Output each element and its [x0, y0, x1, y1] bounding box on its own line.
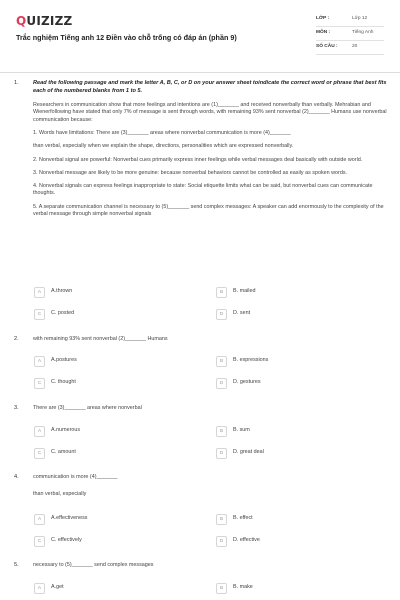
option-d[interactable]	[216, 308, 250, 320]
question-body	[33, 562, 390, 569]
logo-rest: UIZIZZ	[26, 14, 73, 28]
option-letter-box: D	[216, 448, 227, 459]
option-a[interactable]	[34, 286, 72, 298]
question-1	[0, 80, 400, 320]
option-letter-box: C	[34, 536, 45, 547]
option-text: D. sent	[233, 310, 251, 317]
question-stem: necessary to (5)_______ send complex messages	[33, 562, 154, 568]
option-text: A.thrown	[51, 288, 73, 295]
passage-paragraph: 1. Words have limitations: There are (3)_______ areas where nonverbal communication is more (4)_______	[33, 129, 291, 136]
option-letter-box: D	[216, 378, 227, 389]
option-letter-box: B	[216, 287, 227, 298]
option-d[interactable]	[216, 447, 264, 459]
question-4	[0, 474, 400, 504]
option-text: C. posted	[51, 310, 75, 317]
option-text: B. mailed	[233, 288, 256, 295]
meta-table	[316, 13, 384, 55]
question-body	[33, 405, 390, 412]
option-letter-box: A	[34, 287, 45, 298]
meta-value: Lớp 12	[352, 16, 368, 22]
option-letter-box: B	[216, 426, 227, 437]
page-title: Trắc nghiệm Tiếng anh 12 Điền vào chỗ trống có đáp án (phần 9)	[16, 33, 237, 42]
option-d[interactable]	[216, 535, 260, 547]
passage-paragraph: than verbal, especially when we explain the shape, directions, personalities which are expressed nonverbally.	[33, 143, 294, 150]
option-a[interactable]	[34, 582, 64, 594]
option-letter-box: D	[216, 536, 227, 547]
option-a[interactable]	[34, 425, 80, 437]
passage-paragraph: 5. A separate communication channel is necessary to (5)_______ send complex messages: A speaker can add enormously to the complexity of the verbal message through simple nonverbal signals	[33, 203, 384, 218]
question-2	[0, 336, 400, 346]
option-text: D. effective	[233, 537, 260, 544]
question-5	[0, 562, 400, 572]
option-letter-box: B	[216, 356, 227, 367]
passage-paragraph: Researchers in communication show that more feelings and intentions are (1)_______ and received nonverbally than verbally. Mehrabian and Wienerfollowing have stated that only 7% of message is sent through words, with remaining 93% sent nonverbal (2)_______ Humans use nonverbal communication because:	[33, 102, 387, 123]
question-number: 3.	[14, 405, 19, 411]
option-letter-box: C	[34, 309, 45, 320]
option-letter-box: B	[216, 583, 227, 594]
option-text: A.effectiveness	[51, 515, 88, 522]
option-c[interactable]	[34, 535, 82, 547]
option-letter-box: B	[216, 514, 227, 525]
question-number: 2.	[14, 336, 19, 342]
option-text: B. make	[233, 584, 253, 591]
question-body	[33, 336, 390, 343]
meta-key: MÔN :	[316, 30, 331, 36]
meta-row-count	[316, 41, 384, 55]
option-b[interactable]	[216, 582, 253, 594]
meta-row-grade	[316, 13, 384, 27]
option-b[interactable]	[216, 425, 250, 437]
option-letter-box: A	[34, 583, 45, 594]
logo-letter: Q	[16, 14, 27, 28]
option-text: A.postures	[51, 357, 77, 364]
option-text: C. effectively	[51, 537, 82, 544]
quizizz-logo	[16, 13, 72, 29]
question-stem: There are (3)_______ areas where nonverbal	[33, 405, 142, 411]
question-3	[0, 405, 400, 415]
option-text: C. amount	[51, 449, 76, 456]
passage-paragraph: 3. Nonverbal message are likely to be more genuine: because nonverbal behaviors cannot be controlled as easily as spoken words.	[33, 169, 348, 176]
header-divider	[0, 72, 400, 73]
option-text: D. gestures	[233, 379, 261, 386]
passage-paragraph: 4. Nonverbal signals can express feelings inappropriate to state: Social etiquette limits what can be said, but nonverbal cues can communicate thoughts.	[33, 183, 373, 197]
question-body	[33, 474, 390, 499]
option-text: A.numerous	[51, 427, 81, 434]
passage-paragraph: 2. Nonverbal signal are powerful: Nonverbal cues primarily express inner feelings while verbal messages deal basically with outside world.	[33, 156, 363, 163]
option-text: B. effect	[233, 515, 253, 522]
option-c[interactable]	[34, 447, 76, 459]
question-body	[33, 80, 390, 224]
meta-value: 20	[352, 44, 358, 50]
option-letter-box: C	[34, 448, 45, 459]
meta-key: SỐ CÂU :	[316, 44, 338, 50]
question-number: 1.	[14, 80, 19, 86]
meta-key: LỚP :	[316, 16, 330, 22]
option-text: C. thought	[51, 379, 76, 386]
option-text: B. sum	[233, 427, 250, 434]
option-letter-box: A	[34, 356, 45, 367]
option-a[interactable]	[34, 355, 77, 367]
reading-passage	[33, 102, 390, 218]
option-c[interactable]	[34, 308, 74, 320]
question-stem: with remaining 93% sent nonverbal (2)_______ Humans	[33, 336, 168, 342]
option-b[interactable]	[216, 355, 268, 367]
option-d[interactable]	[216, 377, 261, 389]
meta-row-subject	[316, 27, 384, 41]
question-stem-continuation: than verbal, especially	[33, 491, 87, 498]
option-text: A.get	[51, 584, 64, 591]
meta-value: Tiếng Anh	[352, 30, 374, 36]
option-b[interactable]	[216, 286, 255, 298]
option-c[interactable]	[34, 377, 76, 389]
question-number: 4.	[14, 474, 19, 480]
option-text: D. great deal	[233, 449, 264, 456]
option-letter-box: A	[34, 426, 45, 437]
question-instruction: Read the following passage and mark the letter A, B, C, or D on your answer sheet toindicate the correct word or phrase that best fits each of the numbered blanks from 1 to 5.	[33, 80, 387, 94]
page-header	[0, 0, 400, 70]
question-number: 5.	[14, 562, 19, 568]
option-letter-box: A	[34, 514, 45, 525]
option-a[interactable]	[34, 513, 87, 525]
option-text: B. expressions	[233, 357, 269, 364]
question-stem: communication is more (4)_______	[33, 474, 118, 480]
option-letter-box: C	[34, 378, 45, 389]
option-b[interactable]	[216, 513, 253, 525]
option-letter-box: D	[216, 309, 227, 320]
